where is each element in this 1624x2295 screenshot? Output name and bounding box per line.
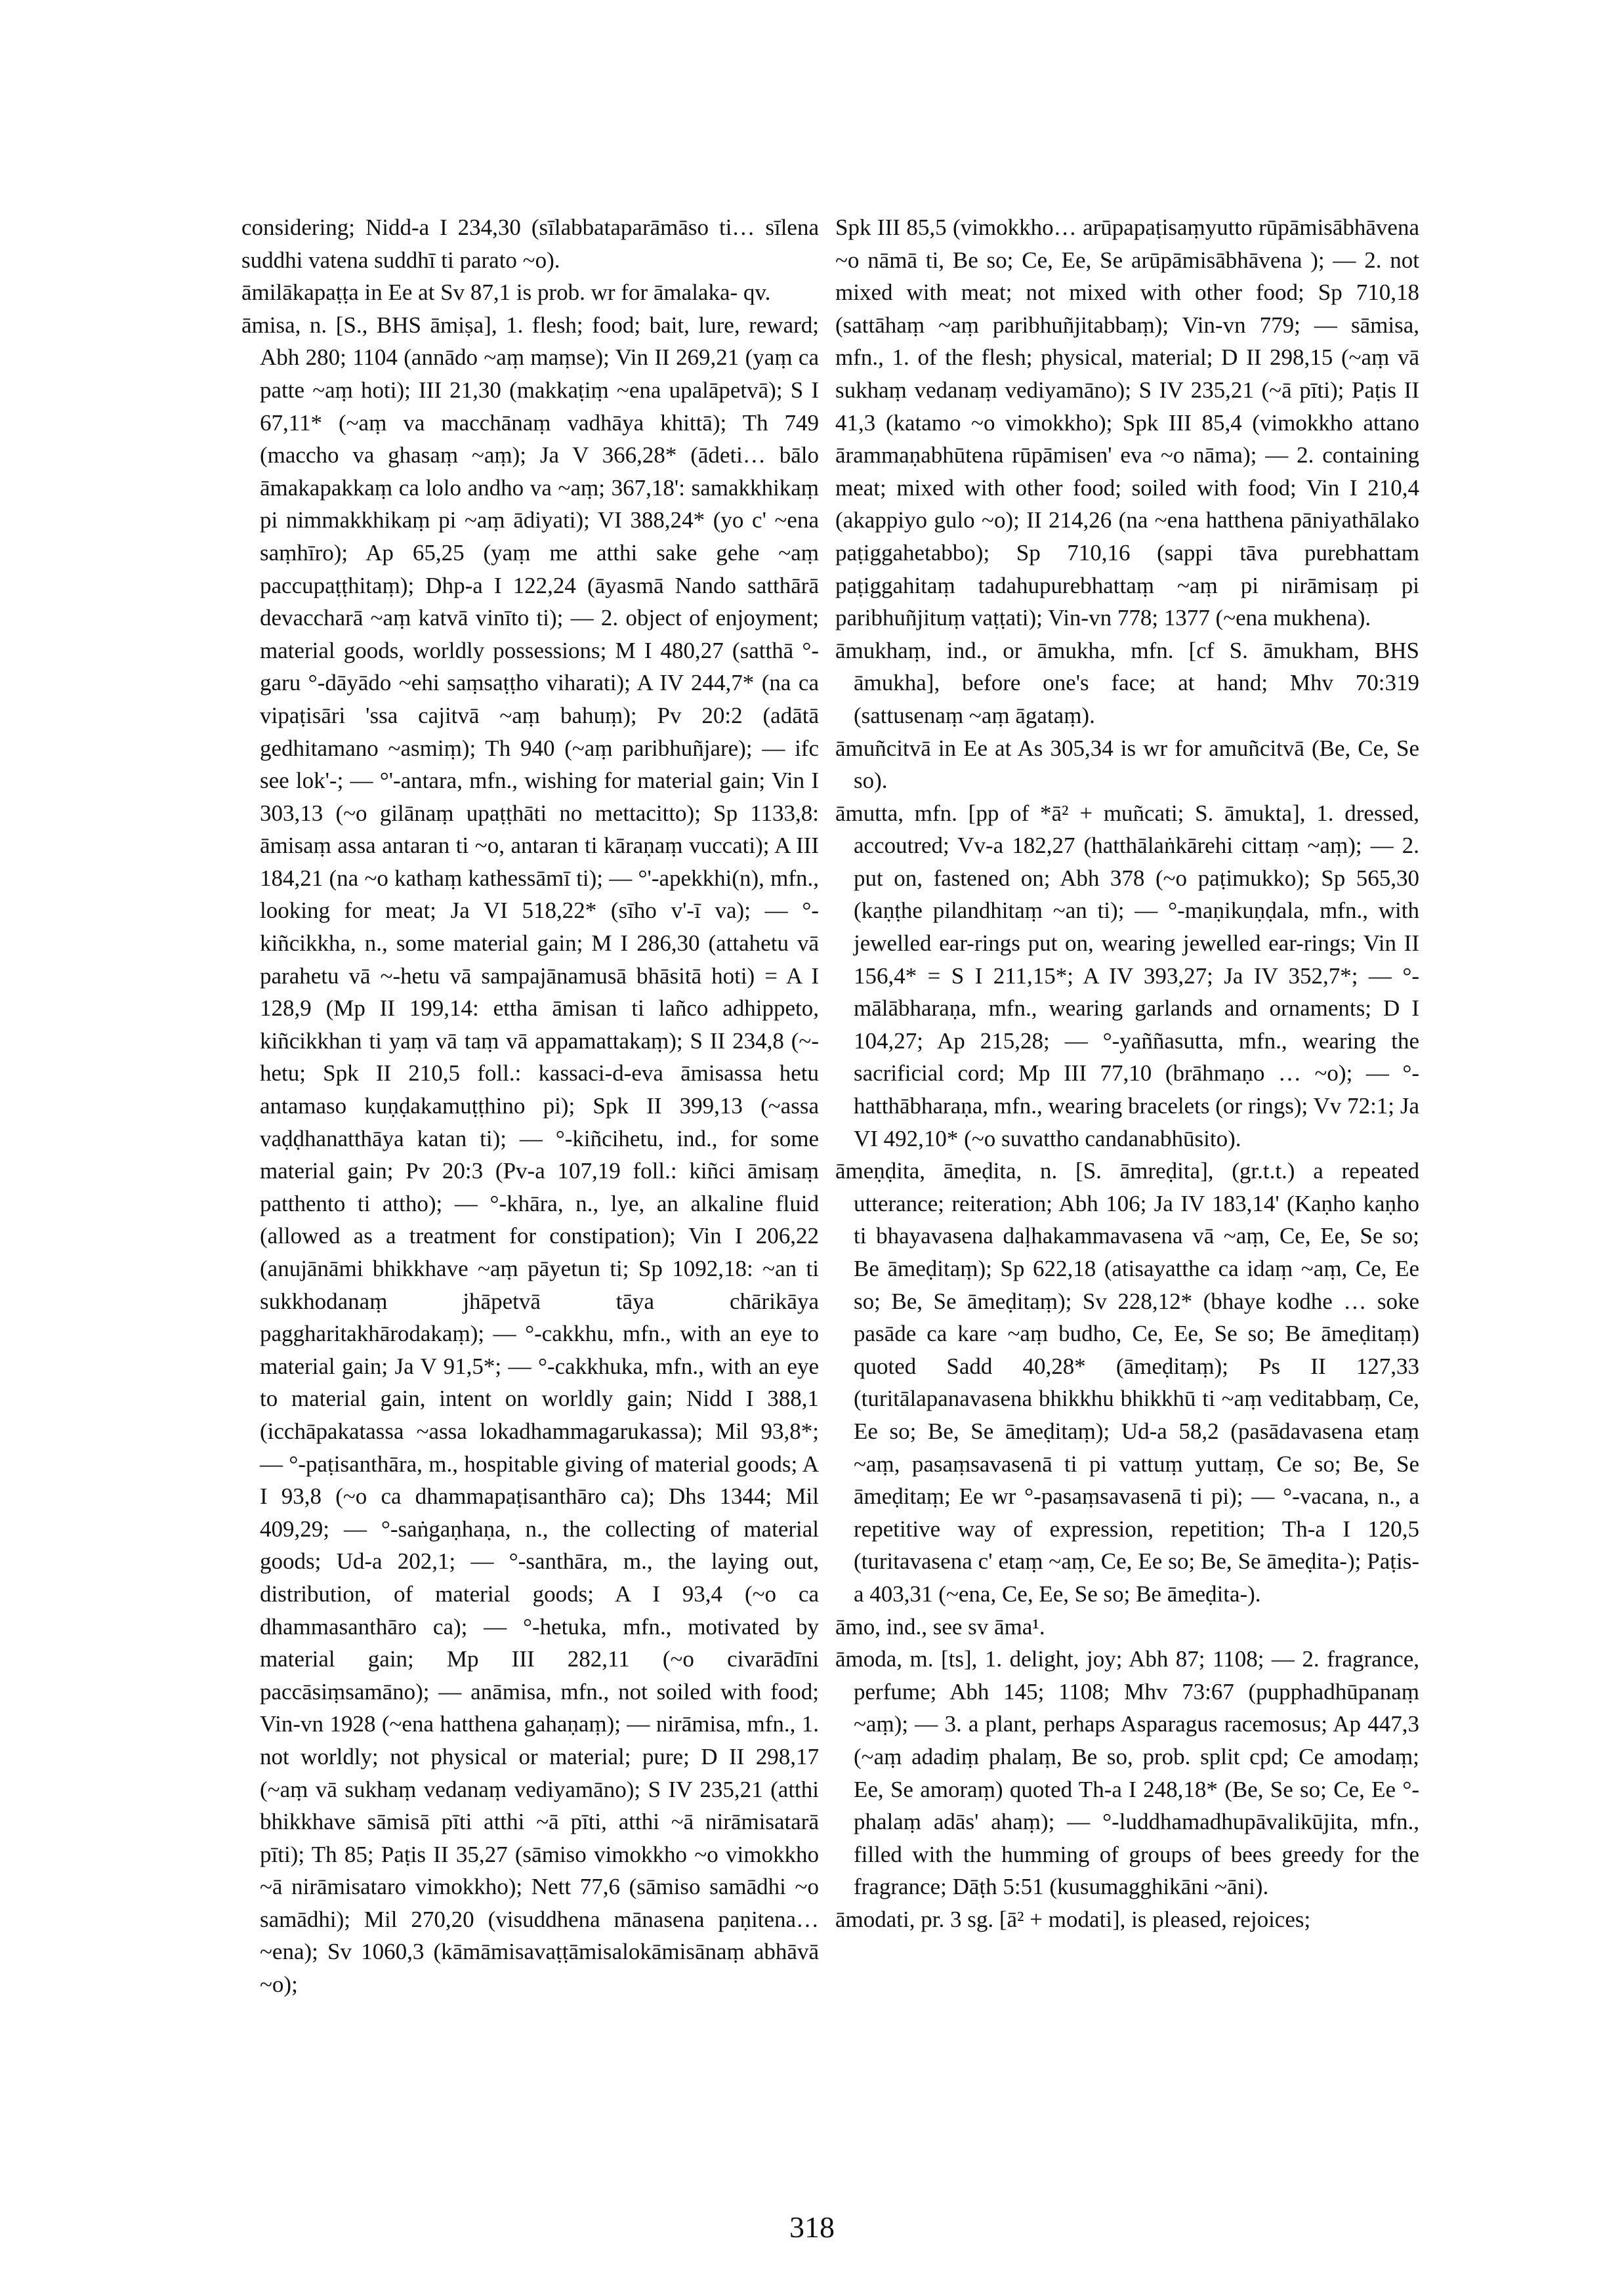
right-column bbox=[835, 211, 1419, 1935]
left-entry-1: āmilākapaṭṭa in Ee at Sv 87,1 is prob. wr for āmalaka- qv. bbox=[241, 279, 771, 306]
right-entry-4: āmeṇḍita, āmeḍita, n. [S. āmreḍita], (gr.t.t.) a repeated utterance; reiteration; Abh 106; Ja IV 183,14' (Kaṇho kaṇho ti bhayavasena daḷhakammavasena vā ~aṃ, Ce, Ee, Se so; Be āmeḍitaṃ); Sp 622,18 (atisayatthe ca idaṃ ~aṃ, Ce, Ee so; Be, Se āmeḍitaṃ); Sv 228,12* (bhaye kodhe … soke pasāde ca kare ~aṃ budho, Ce, Ee, Se so; Be āmeḍitaṃ) quoted Sadd 40,28* (āmeḍitaṃ); Ps II 127,33 (turitālapanavasena bhikkhu bhikkhū ti ~aṃ veditabbaṃ, Ce, Ee so; Be, Se āmeḍitaṃ); Ud-a 58,2 (pasādavasena etaṃ ~aṃ, pasaṃsavasenā ti pi vattuṃ yuttaṃ, Ce so; Be, Se āmeḍitaṃ; Ee wr °-pasaṃsavasenā ti pi); — °-vacana, n., a repetitive way of expression, repetition; Th-a I 120,5 (turitavasena c' etaṃ ~aṃ, Ce, Ee so; Be, Se āmeḍita-); Paṭis-a 403,31 (~ena, Ce, Ee, Se so; Be āmeḍita-). bbox=[835, 1158, 1419, 1607]
right-entry-7: āmodati, pr. 3 sg. [ā² + modati], is pleased, rejoices; bbox=[835, 1906, 1311, 1932]
right-entry-6: āmoda, m. [ts], 1. delight, joy; Abh 87; 1108; — 2. fragrance, perfume; Abh 145; 1108; Mhv 73:67 (pupphadhūpanaṃ ~aṃ); — 3. a plant, perhaps Asparagus racemosus; Ap 447,3 (~aṃ adadiṃ phalaṃ, Be so, prob. split cpd; Ce amodaṃ; Ee, Se amoraṃ) quoted Th-a I 248,18* (Be, Se so; Ce, Ee °-phalaṃ adās' ahaṃ); — °-luddhamadhupāvalikūjita, mfn., filled with the humming of groups of bees greedy for the fragrance; Dāṭh 5:51 (kusumagghikāni ~āni). bbox=[835, 1646, 1419, 1900]
right-entry-0: Spk III 85,5 (vimokkho… arūpapaṭisaṃyutto rūpāmisābhāvena ~o nāmā ti, Be so; Ce, Ee, Se arūpāmisābhāvena ); — 2. not mixed with meat; not mixed with other food; Sp 710,18 (sattāhaṃ ~aṃ paribhuñjitabbaṃ); Vin-vn 779; — sāmisa, mfn., 1. of the flesh; physical, material; D II 298,15 (~aṃ vā sukhaṃ vedanaṃ vediyamāno); S IV 235,21 (~ā pīti); Paṭis II 41,3 (katamo ~o vimokkho); Spk III 85,4 (vimokkho attano ārammaṇabhūtena rūpāmisen' eva ~o nāma); — 2. containing meat; mixed with other food; soiled with food; Vin I 210,4 (akappiyo gulo ~o); II 214,26 (na ~ena hatthena pāniyathālako paṭiggahetabbo); Sp 710,16 (sappi tāva purebhattam paṭiggahitaṃ tadahupurebhattaṃ ~aṃ pi nirāmisaṃ pi paribhuñjituṃ vaṭṭati); Vin-vn 778; 1377 (~ena mukhena). bbox=[835, 215, 1419, 631]
left-entry-0: considering; Nidd-a I 234,30 (sīlabbataparāmāso ti… sīlena suddhi vatena suddhī ti parato ~o). bbox=[241, 215, 819, 273]
right-entry-2: āmuñcitvā in Ee at As 305,34 is wr for amuñcitvā (Be, Ce, Se so). bbox=[835, 735, 1419, 794]
left-entry-2: āmisa, n. [S., BHS āmiṣa], 1. flesh; food; bait, lure, reward; Abh 280; 1104 (annādo ~aṃ maṃse); Vin II 269,21 (yaṃ ca patte ~aṃ hoti); III 21,30 (makkaṭiṃ ~ena upalāpetvā); S I 67,11* (~aṃ va macchānaṃ vadhāya khittā); Th 749 (maccho va ghasaṃ ~aṃ); Ja V 366,28* (ādeti… bālo āmakapakkaṃ ca lolo andho va ~aṃ; 367,18': samakkhikaṃ pi nimmakkhikaṃ pi ~aṃ ādiyati); VI 388,24* (yo c' ~ena saṃhīro); Ap 65,25 (yaṃ me atthi sake gehe ~aṃ paccupaṭṭhitaṃ); Dhp-a I 122,24 (āyasmā Nando satthārā devaccharā ~aṃ katvā vinīto ti); — 2. object of enjoyment; material goods, worldly possessions; M I 480,27 (satthā °-garu °-dāyādo ~ehi saṃsaṭṭho viharati); A IV 244,7* (na ca vipaṭisāri 'ssa cajitvā ~aṃ bahuṃ); Pv 20:2 (adātā gedhitamano ~asmiṃ); Th 940 (~aṃ paribhuñjare); — ifc see lok'-; — °'-antara, mfn., wishing for material gain; Vin I 303,13 (~o gilānaṃ upaṭṭhāti no mettacitto); Sp 1133,8: āmisaṃ assa antaran ti ~o, antaran ti kāraṇaṃ vuccati); A III 184,21 (na ~o kathaṃ kathessāmī ti); — °'-apekkhi(n), mfn., looking for meat; Ja VI 518,22* (sīho v'-ī va); — °-kiñcikkha, n., some material gain; M I 286,30 (attahetu vā parahetu vā ~-hetu vā sampajānamusā bhāsitā hoti) = A I 128,9 (Mp II 199,14: ettha āmisan ti lañco adhippeto, kiñcikkhan ti yaṃ vā taṃ vā appamattakaṃ); S II 234,8 (~-hetu; Spk II 210,5 foll.: kassaci-d-eva āmisassa hetu antamaso kuṇḍakamuṭṭhino pi); Spk II 399,13 (~assa vaḍḍhanatthāya katan ti); — °-kiñcihetu, ind., for some material gain; Pv 20:3 (Pv-a 107,19 foll.: kiñci āmisaṃ patthento ti attho); — °-khāra, n., lye, an alkaline fluid (allowed as a treatment for constipation); Vin I 206,22 (anujānāmi bhikkhave ~aṃ pāyetun ti; Sp 1092,18: ~an ti sukkhodanaṃ jhāpetvā tāya chārikāya paggharitakhārodakaṃ); — °-cakkhu, mfn., with an eye to material gain; Ja V 91,5*; — °-cakkhuka, mfn., with an eye to material gain, intent on worldly gain; Nidd I 388,1 (icchāpakatassa ~assa lokadhammagarukassa); Mil 93,8*; — °-paṭisanthāra, m., hospitable giving of material goods; A I 93,8 (~o ca dhammapaṭisanthāro ca); Dhs 1344; Mil 409,29; — °-saṅgaṇhaṇa, n., the collecting of material goods; Ud-a 202,1; — °-santhāra, m., the laying out, distribution, of material goods; A I 93,4 (~o ca dhammasanthāro ca); — °-hetuka, mfn., motivated by material gain; Mp III 282,11 (~o civarādīni paccāsiṃsamāno); — anāmisa, mfn., not soiled with food; Vin-vn 1928 (~ena hatthena gahaṇaṃ); — nirāmisa, mfn., 1. not worldly; not physical or material; pure; D II 298,17 (~aṃ vā sukhaṃ vedanaṃ vediyamāno); S IV 235,21 (atthi bhikkhave sāmisā pīti atthi ~ā pīti, atthi ~ā nirāmisatarā pīti); Th 85; Paṭis II 35,27 (sāmiso vimokkho ~o vimokkho ~ā nirāmisataro vimokkho); Nett 77,6 (sāmiso samādhi ~o samādhi); Mil 270,20 (visuddhena mānasena paṇitena… ~ena); Sv 1060,3 (kāmāmisavaṭṭāmisalokāmisānaṃ abhāvā ~o); bbox=[241, 312, 819, 1998]
page-number: 318 bbox=[789, 2210, 835, 2244]
right-entry-3: āmutta, mfn. [pp of *ā² + muñcati; S. āmukta], 1. dressed, accoutred; Vv-a 182,27 (hatthālaṅkārehi cittaṃ ~aṃ); — 2. put on, fastened on; Abh 378 (~o paṭimukko); Sp 565,30 (kaṇṭhe pilandhitaṃ ~an ti); — °-maṇikuṇḍala, mfn., with jewelled ear-rings put on, wearing jewelled ear-rings; Vin II 156,4* = S I 211,15*; A IV 393,27; Ja IV 352,7*; — °-mālābharaṇa, mfn., wearing garlands and ornaments; D I 104,27; Ap 215,28; — °-yaññasutta, mfn., wearing the sacrificial cord; Mp III 77,10 (brāhmaṇo … ~o); — °-hatthābharaṇa, mfn., wearing bracelets (or rings); Vv 72:1; Ja VI 492,10* (~o suvattho candanabhūsito). bbox=[835, 800, 1419, 1151]
right-entry-5: āmo, ind., see sv āma¹. bbox=[835, 1613, 1045, 1640]
right-entry-1: āmukhaṃ, ind., or āmukha, mfn. [cf S. āmukham, BHS āmukha], before one's face; at hand; Mhv 70:319 (sattusenaṃ ~aṃ āgataṃ). bbox=[835, 637, 1419, 728]
left-column bbox=[241, 211, 819, 2001]
